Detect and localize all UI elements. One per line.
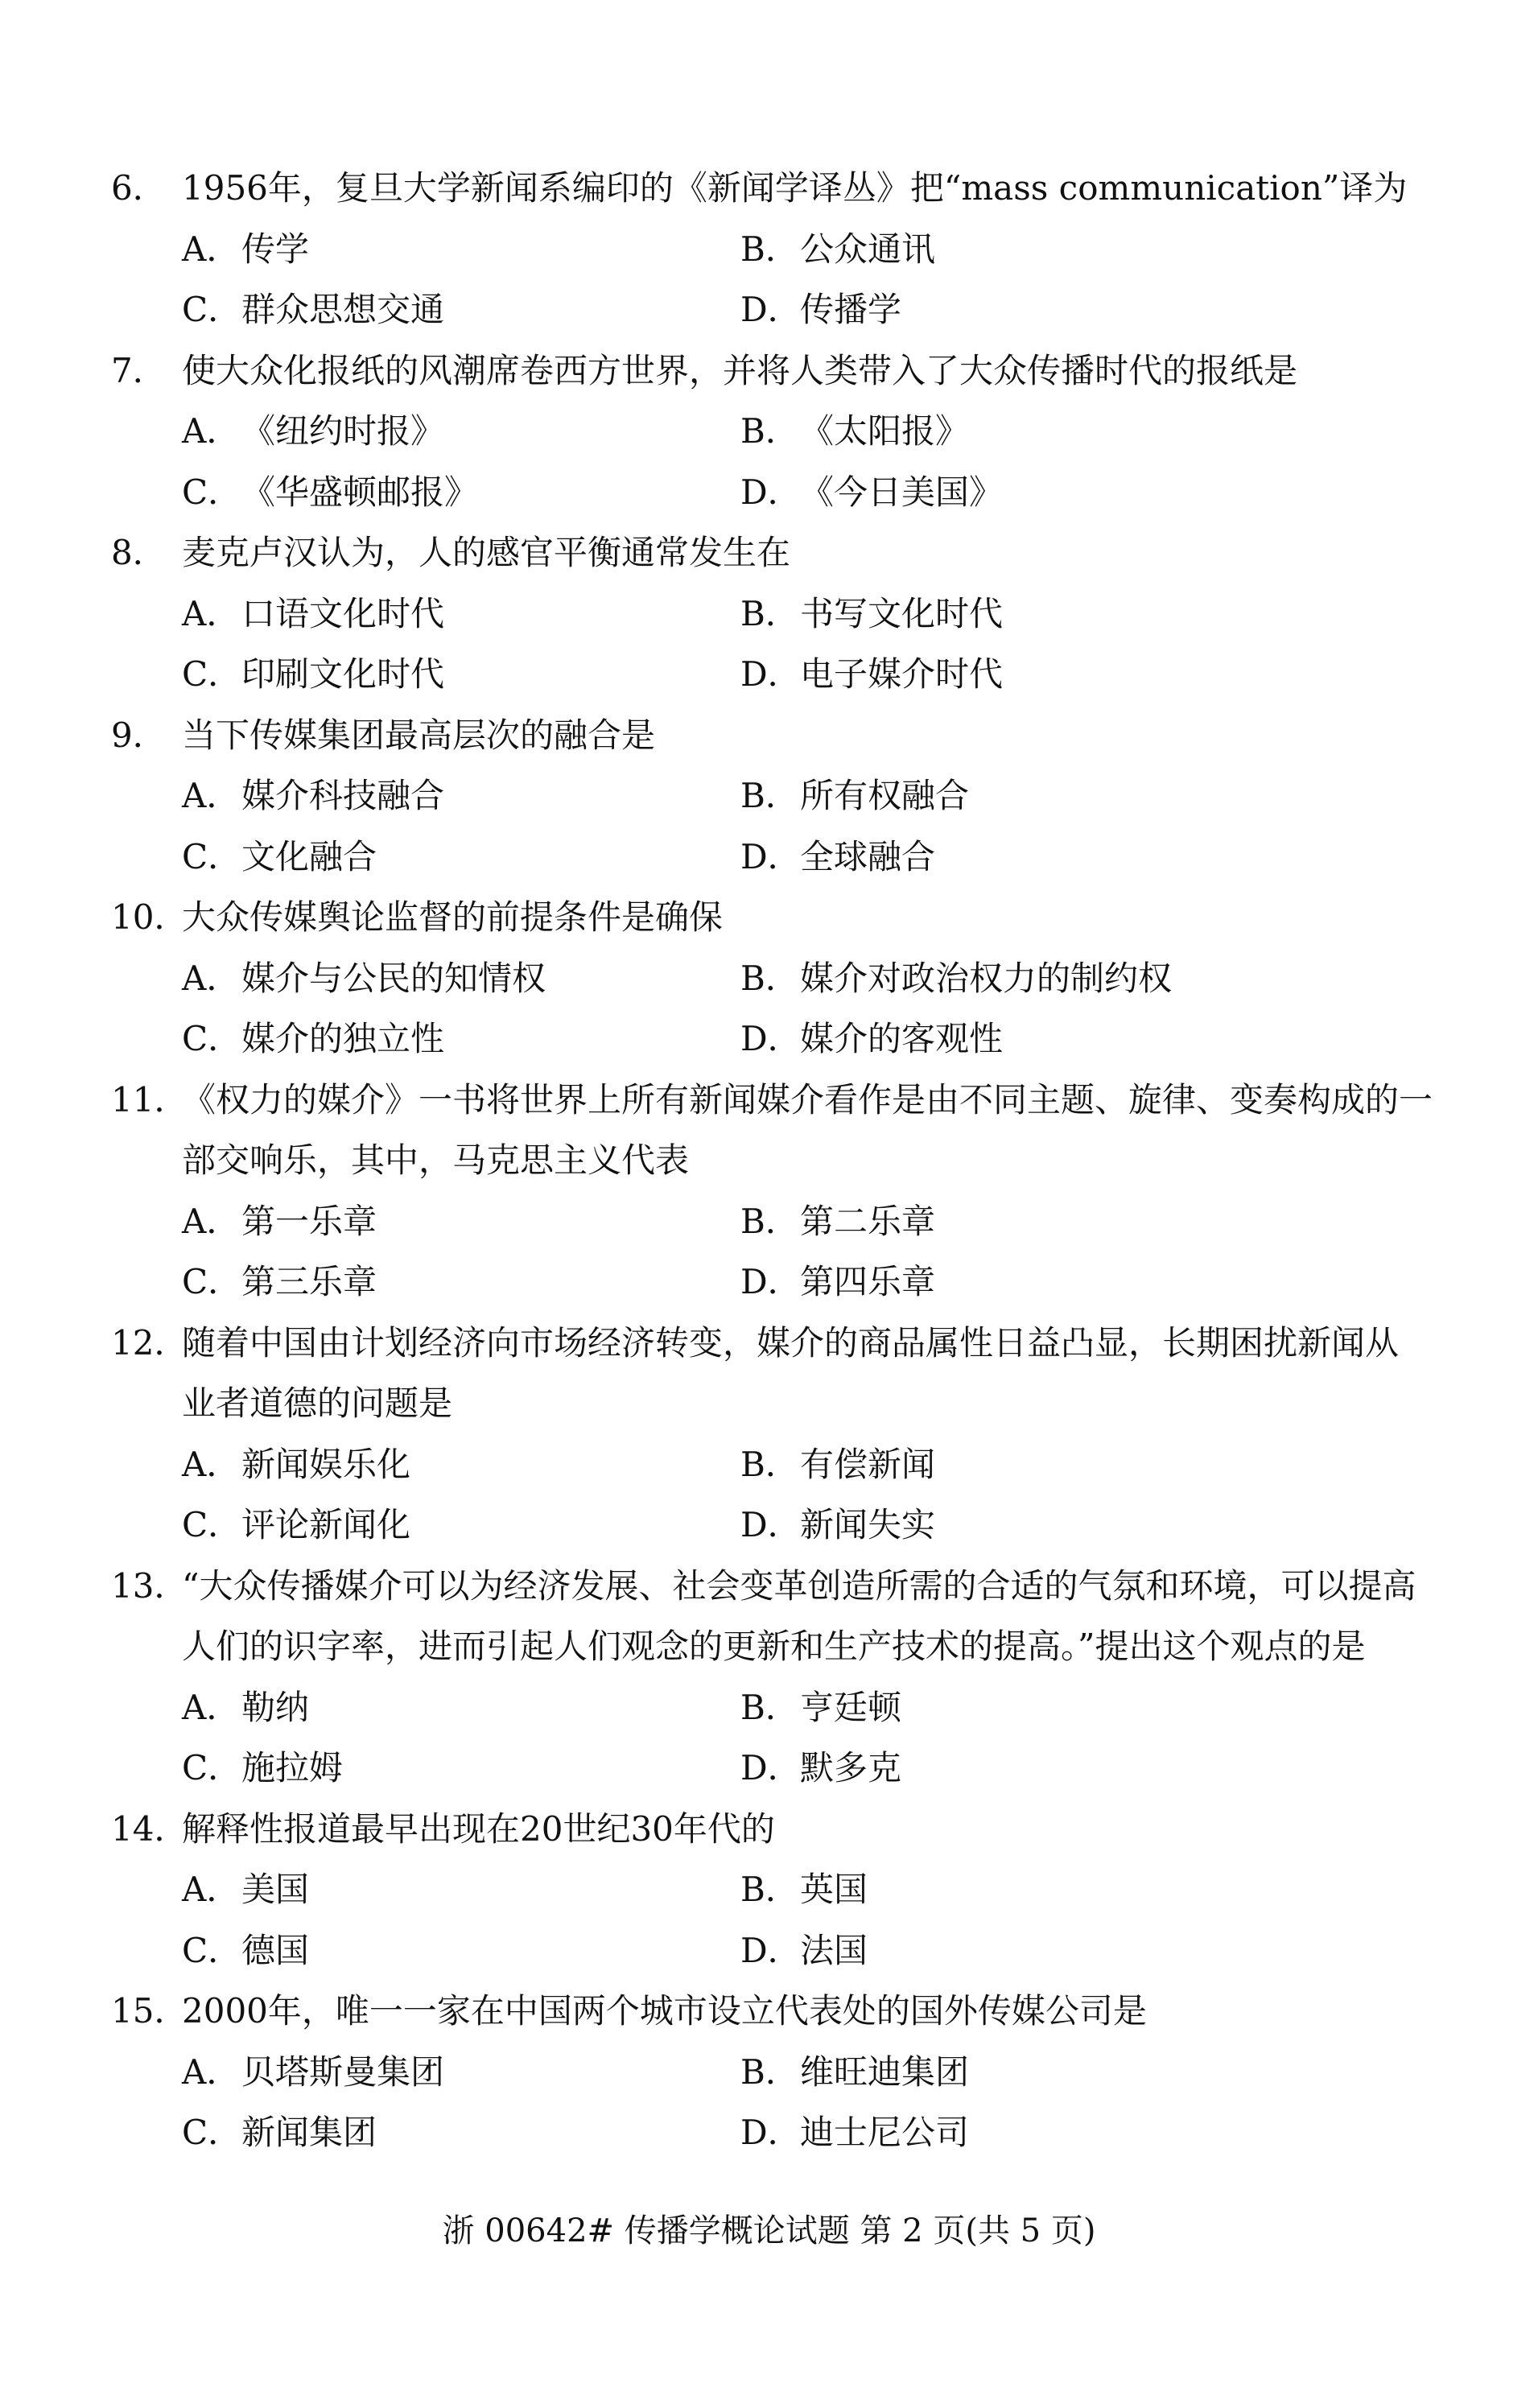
option-letter: D．: [740, 1019, 802, 1058]
option-letter: D．: [740, 290, 802, 329]
question-stem-text: 当下传媒集团最高层次的融合是: [182, 715, 656, 755]
option-text: 印刷文化时代: [241, 654, 445, 694]
question-stem-text: 1956年，复旦大学新闻系编印的《新闻学译丛》把“mass communication”译为: [182, 168, 1408, 208]
answer-option: [182, 948, 546, 1009]
option-text: 《今日美国》: [800, 472, 1004, 512]
option-letter: C．: [182, 1505, 242, 1544]
answer-option: [740, 219, 935, 280]
option-row: [111, 219, 1447, 280]
question-number: 15．: [111, 1991, 188, 2031]
option-row: [111, 948, 1447, 1009]
page-footer: 浙 00642# 传播学概论试题 第 2 页(共 5 页): [442, 2212, 1096, 2249]
option-text: 全球融合: [800, 836, 936, 876]
question-stem: [111, 1070, 1447, 1131]
option-letter: C．: [182, 1748, 242, 1787]
option-row: [111, 462, 1447, 523]
answer-option: [182, 1859, 309, 1920]
option-text: 媒介科技融合: [241, 776, 445, 815]
question-stem-text: 《权力的媒介》一书将世界上所有新闻媒介看作是由不同主题、旋律、变奏构成的一: [182, 1079, 1433, 1119]
answer-option: [182, 827, 377, 888]
answer-option: [182, 765, 444, 827]
option-text: 法国: [800, 1930, 868, 1970]
option-text: 贝塔斯曼集团: [241, 2051, 445, 2092]
option-row: [111, 279, 1447, 340]
option-text: 媒介与公民的知情权: [241, 958, 546, 998]
answer-option: [740, 827, 935, 888]
answer-option: [740, 1434, 935, 1495]
option-row: [111, 765, 1447, 827]
option-letter: B．: [740, 1687, 799, 1727]
answer-option: [182, 1434, 410, 1495]
answer-option: [740, 1191, 935, 1252]
question-number: 10．: [111, 897, 188, 937]
option-text: 默多克: [800, 1748, 902, 1787]
option-letter: D．: [740, 1262, 802, 1301]
question-number: 8．: [111, 533, 167, 572]
question-stem-text: 麦克卢汉认为，人的感官平衡通常发生在: [182, 533, 791, 572]
option-letter: B．: [740, 2051, 799, 2092]
option-text: 亨廷顿: [800, 1687, 902, 1727]
option-text: 媒介的独立性: [241, 1019, 445, 1058]
option-letter: D．: [740, 1505, 802, 1544]
question-number: 14．: [111, 1808, 188, 1849]
answer-option: [182, 2102, 377, 2163]
option-row: [111, 1677, 1447, 1738]
option-text: 文化融合: [241, 836, 377, 876]
question-item: [111, 1556, 1447, 1799]
answer-option: [740, 279, 901, 340]
question-item: [111, 887, 1447, 1070]
option-row: [111, 1738, 1447, 1799]
option-letter: A．: [182, 2051, 241, 2092]
option-letter: D．: [740, 2113, 802, 2152]
option-text: 第一乐章: [241, 1201, 377, 1241]
option-letter: A．: [182, 1201, 241, 1241]
answer-option: [740, 1859, 868, 1920]
answer-option: [182, 1920, 309, 1981]
option-text: 英国: [800, 1870, 868, 1909]
answer-option: [740, 1677, 901, 1738]
option-letter: C．: [182, 2113, 242, 2152]
option-text: 电子媒介时代: [800, 654, 1004, 694]
answer-option: [182, 1191, 377, 1252]
question-stem: [111, 158, 1447, 219]
answer-option: [740, 2102, 969, 2163]
option-text: 有偿新闻: [800, 1444, 936, 1484]
answer-option: [740, 401, 969, 462]
option-letter: A．: [182, 229, 241, 269]
option-letter: D．: [740, 472, 802, 512]
option-row: [111, 1495, 1447, 1556]
question-stem: [111, 1313, 1447, 1374]
question-stem: [111, 340, 1447, 402]
question-item: [111, 1070, 1447, 1313]
question-number: 13．: [111, 1565, 188, 1606]
answer-option: [740, 1251, 935, 1313]
option-letter: C．: [182, 836, 242, 876]
answer-option: [182, 1738, 343, 1799]
question-stem-text: 解释性报道最早出现在20世纪30年代的: [182, 1808, 775, 1849]
question-item: [111, 1799, 1447, 1981]
answer-option: [182, 401, 444, 462]
question-number: 12．: [111, 1322, 188, 1363]
question-item: [111, 705, 1447, 888]
option-row: [111, 1434, 1447, 1495]
question-number: 7．: [111, 350, 167, 390]
answer-option: [740, 583, 1003, 645]
option-text: 施拉姆: [241, 1748, 344, 1787]
option-text: 美国: [241, 1870, 310, 1909]
option-row: [111, 583, 1447, 645]
option-letter: C．: [182, 1262, 242, 1301]
option-row: [111, 644, 1447, 705]
question-item: [111, 340, 1447, 523]
option-text: 传学: [241, 229, 310, 269]
question-number: 6．: [111, 168, 167, 208]
question-item: [111, 1313, 1447, 1556]
option-text: 评论新闻化: [241, 1505, 411, 1544]
answer-option: [740, 1008, 1003, 1070]
option-letter: C．: [182, 1019, 242, 1058]
answer-option: [182, 644, 444, 705]
option-letter: D．: [740, 1930, 802, 1970]
option-letter: B．: [740, 411, 799, 451]
option-text: 第三乐章: [241, 1262, 377, 1301]
option-row: [111, 401, 1447, 462]
question-stem: [111, 1799, 1447, 1860]
answer-option: [182, 1495, 410, 1556]
option-letter: B．: [740, 776, 799, 815]
option-text: 媒介对政治权力的制约权: [800, 958, 1173, 998]
option-text: 群众思想交通: [241, 290, 445, 329]
question-stem-continuation: 业者道德的问题是: [182, 1383, 453, 1423]
answer-option: [740, 1495, 935, 1556]
question-number: 11．: [111, 1079, 188, 1119]
option-letter: A．: [182, 1687, 241, 1727]
option-text: 所有权融合: [800, 776, 970, 815]
option-letter: D．: [740, 654, 802, 694]
answer-option: [740, 462, 1003, 523]
option-letter: C．: [182, 1930, 242, 1970]
option-letter: A．: [182, 958, 241, 998]
option-letter: C．: [182, 290, 242, 329]
option-row: [111, 2102, 1447, 2163]
option-row: [111, 1191, 1447, 1252]
answer-option: [740, 644, 1003, 705]
question-number: 9．: [111, 715, 167, 755]
option-letter: B．: [740, 1201, 799, 1241]
option-letter: A．: [182, 776, 241, 815]
question-stem-text: 大众传媒舆论监督的前提条件是确保: [182, 897, 724, 937]
question-stem-text: 使大众化报纸的风潮席卷西方世界，并将人类带入了大众传播时代的报纸是: [182, 350, 1298, 390]
option-text: 媒介的客观性: [800, 1019, 1004, 1058]
question-stem: [111, 522, 1447, 583]
question-item: [111, 1981, 1447, 2163]
option-text: 书写文化时代: [800, 593, 1004, 633]
question-stem-text: 2000年，唯一一家在中国两个城市设立代表处的国外传媒公司是: [182, 1991, 1147, 2031]
answer-option: [182, 583, 444, 645]
option-text: 口语文化时代: [241, 593, 445, 633]
option-letter: D．: [740, 1748, 802, 1787]
answer-option: [740, 2042, 969, 2103]
option-letter: B．: [740, 593, 799, 633]
option-letter: B．: [740, 958, 799, 998]
option-row: [111, 1920, 1447, 1981]
option-text: 《华盛顿邮报》: [241, 472, 479, 512]
question-stem: [111, 887, 1447, 948]
option-row: [111, 1251, 1447, 1313]
option-text: 新闻失实: [800, 1505, 936, 1544]
answer-option: [182, 1251, 377, 1313]
option-text: 勒纳: [241, 1687, 310, 1727]
question-list: [111, 158, 1447, 2163]
answer-option: [182, 2042, 444, 2103]
option-letter: B．: [740, 1444, 799, 1484]
option-text: 《太阳报》: [800, 411, 970, 451]
option-text: 迪士尼公司: [800, 2113, 970, 2152]
option-text: 新闻集团: [241, 2113, 377, 2152]
option-text: 第二乐章: [800, 1201, 936, 1241]
answer-option: [182, 279, 444, 340]
option-row: [111, 2042, 1447, 2103]
option-row: [111, 1008, 1447, 1070]
option-letter: A．: [182, 593, 241, 633]
option-letter: C．: [182, 472, 242, 512]
option-letter: C．: [182, 654, 242, 694]
option-row: [111, 827, 1447, 888]
answer-option: [182, 462, 478, 523]
question-item: [111, 522, 1447, 705]
question-item: [111, 158, 1447, 340]
question-stem-text: “大众传播媒介可以为经济发展、社会变革创造所需的合适的气氛和环境，可以提高: [182, 1565, 1416, 1606]
option-text: 传播学: [800, 290, 902, 329]
answer-option: [182, 1008, 444, 1070]
answer-option: [740, 1920, 868, 1981]
question-stem-continuation: 部交响乐，其中，马克思主义代表: [182, 1140, 690, 1180]
option-letter: A．: [182, 1870, 241, 1909]
question-stem: [111, 705, 1447, 766]
option-letter: B．: [740, 1870, 799, 1909]
option-row: [111, 1859, 1447, 1920]
option-letter: A．: [182, 411, 241, 451]
question-stem: [111, 1556, 1447, 1617]
option-letter: B．: [740, 229, 799, 269]
option-text: 新闻娱乐化: [241, 1444, 411, 1484]
answer-option: [740, 765, 969, 827]
option-text: 公众通讯: [800, 229, 936, 269]
option-letter: A．: [182, 1444, 241, 1484]
option-text: 第四乐章: [800, 1262, 936, 1301]
answer-option: [182, 219, 309, 280]
answer-option: [740, 948, 1172, 1009]
option-text: 维旺迪集团: [800, 2051, 970, 2092]
question-stem: [111, 1981, 1447, 2042]
question-stem-continuation: 人们的识字率，进而引起人们观念的更新和生产技术的提高。”提出这个观点的是: [182, 1627, 1366, 1666]
option-letter: D．: [740, 836, 802, 876]
option-text: 德国: [241, 1930, 310, 1970]
answer-option: [182, 1677, 309, 1738]
option-text: 《纽约时报》: [241, 411, 445, 451]
answer-option: [740, 1738, 901, 1799]
question-stem-text: 随着中国由计划经济向市场经济转变，媒介的商品属性日益凸显，长期困扰新闻从: [182, 1322, 1400, 1363]
